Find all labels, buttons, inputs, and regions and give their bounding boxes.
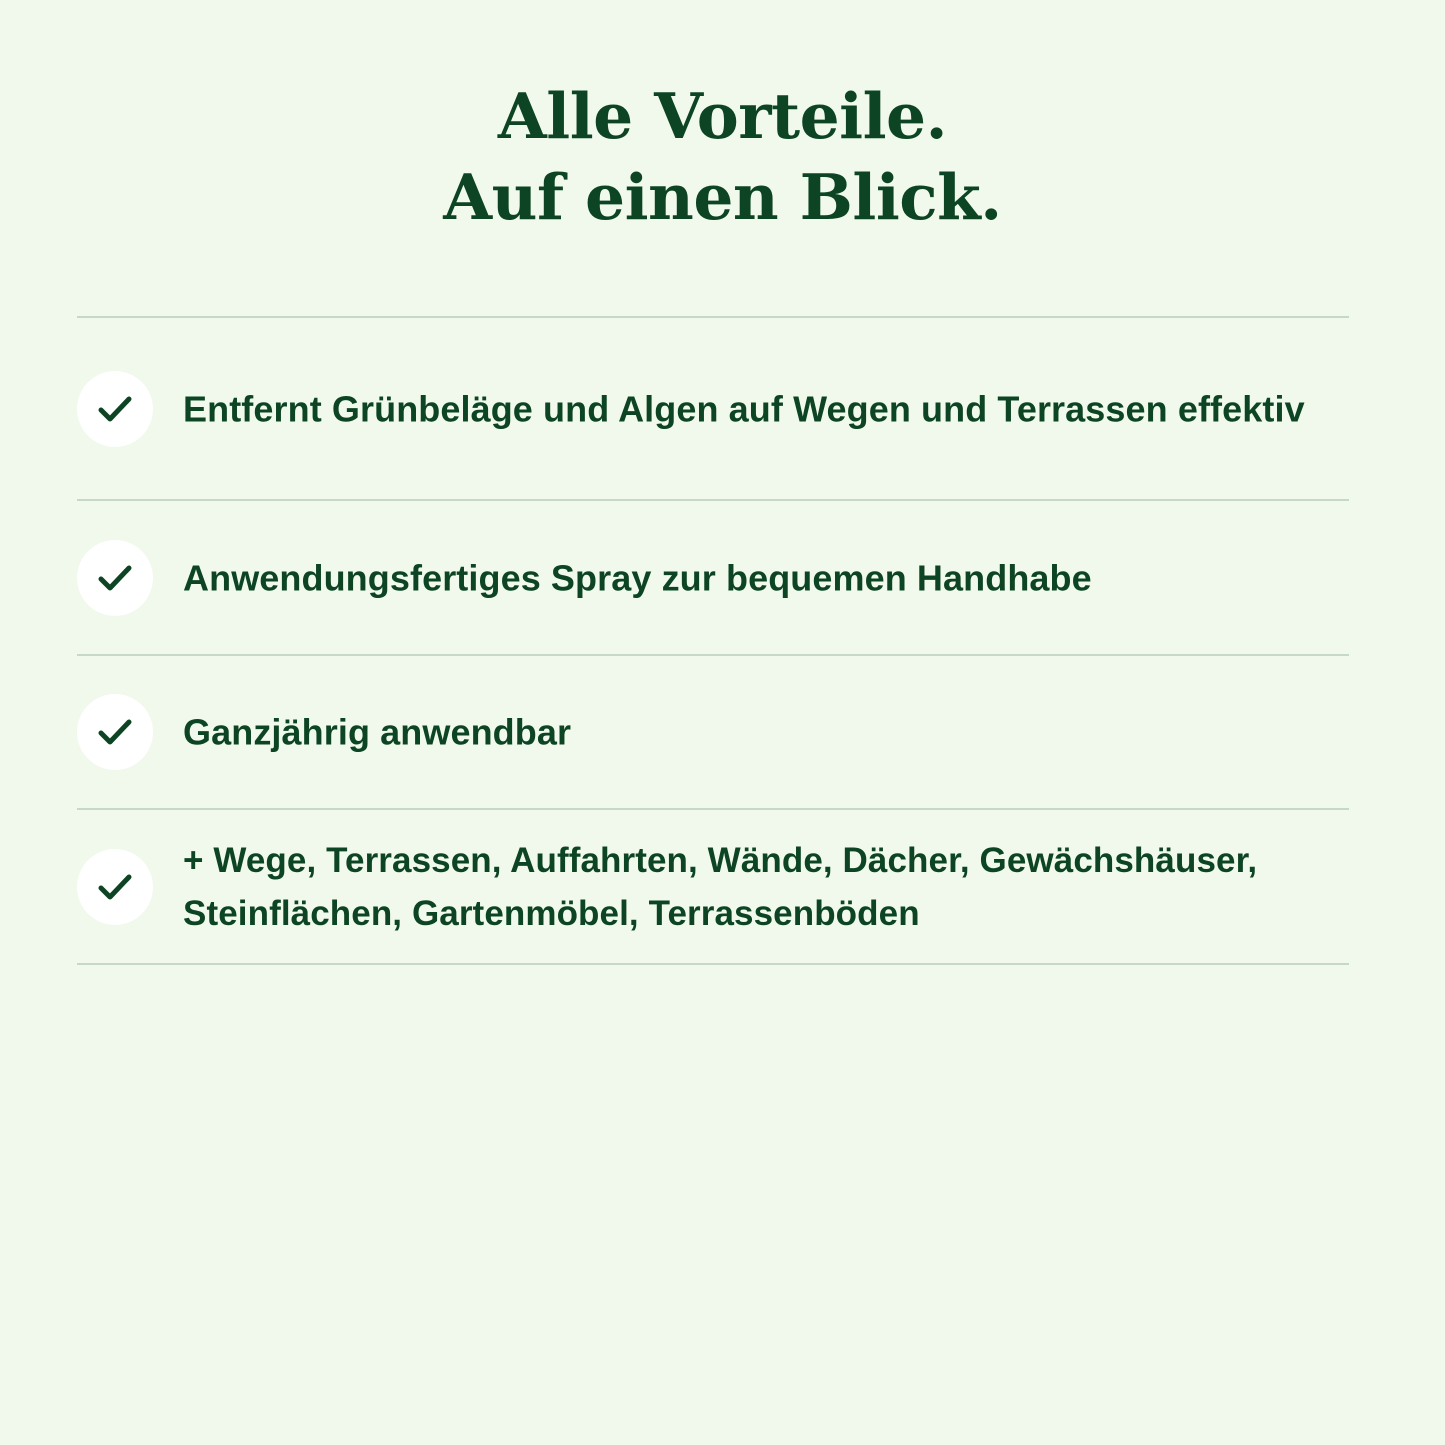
benefit-item (77, 501, 1349, 656)
benefit-text: Anwendungsfertiges Spray zur bequemen Handhabe (183, 557, 1092, 598)
check-icon (77, 540, 153, 616)
benefit-text: Entfernt Grünbeläge und Algen auf Wegen und Terrassen effektiv (183, 388, 1305, 429)
check-icon (77, 694, 153, 770)
check-icon (77, 371, 153, 447)
benefit-item (77, 318, 1349, 501)
check-icon (77, 849, 153, 925)
benefit-item (77, 656, 1349, 810)
page-title-line-1: Alle Vorteile. (497, 79, 948, 153)
page-title-line-2: Auf einen Blick. (443, 160, 1002, 234)
benefit-list (77, 316, 1349, 965)
benefit-item (77, 810, 1349, 965)
benefit-text: + Wege, Terrassen, Auffahrten, Wände, Dächer, Gewächshäuser, Steinflächen, Gartenmöbel, Terrassenböden (183, 840, 1258, 933)
benefit-text: Ganzjährig anwendbar (183, 711, 572, 753)
page-title (0, 76, 1445, 238)
